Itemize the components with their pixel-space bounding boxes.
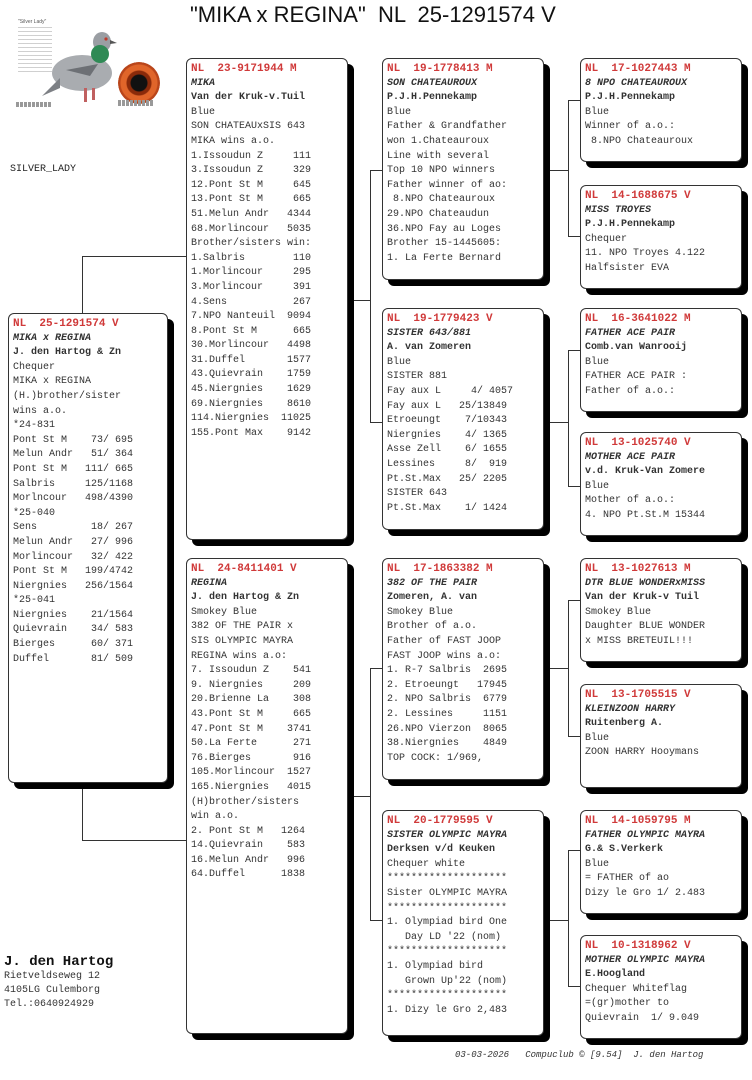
bird-info-line: Mother of a.o.: [585,495,676,507]
bird-info-line: won 1.Chateauroux [387,135,490,147]
bird-info-line: ******************** [387,873,508,885]
bird-name: FATHER ACE PAIR [585,327,676,339]
bird-info-line: 1. Olympiad bird [387,960,484,972]
bird-owner: Van der Kruk-v.Tuil [191,92,306,104]
breeder-name: J. den Hartog [4,954,114,970]
bird-card-father[interactable] [186,58,348,540]
bird-info-line: 2. Pont St M 1264 [191,825,306,837]
bird-info-line: 68.Morlincour 5035 [191,223,312,235]
bird-info-line: Salbris 125/1168 [13,478,134,490]
bird-info-line: Morlncour 498/4390 [13,493,134,505]
bird-info-line: Pt.St.Max 25/ 2205 [387,473,508,485]
connector-line [82,256,83,316]
bird-name: MIKA [191,77,216,89]
bird-card-fmf[interactable] [580,308,742,412]
photo-logo-text [118,100,154,106]
bird-info-line: Quievrain 1/ 9.049 [585,1012,700,1024]
bird-info-line: ******************** [387,990,508,1002]
bird-info-line: Lessines 8/ 919 [387,458,508,470]
bird-info-line: Fay aux L 25/13849 [387,400,508,412]
bird-info-line: Daughter BLUE WONDER [585,621,706,633]
connector-line [568,850,569,987]
bird-info-line: Bierges 60/ 371 [13,639,134,651]
bird-card-mfm[interactable] [580,684,742,788]
bird-info-line: 1. Dizy le Gro 2,483 [387,1004,508,1016]
bird-info-line: Chequer [13,361,56,373]
bird-info-line: Quievrain 34/ 583 [13,624,134,636]
bird-info-line: Blue [585,356,610,368]
bird-info-line: ******************** [387,902,508,914]
ring-number: NL 25-1291574 V [13,318,119,330]
bird-info-line: 76.Bierges 916 [191,752,312,764]
bird-info-line: 1. R-7 Salbris 2695 [387,665,508,677]
bird-info-line: Niergnies 4/ 1365 [387,429,508,441]
bird-info-line: 31.Duffel 1577 [191,354,312,366]
bird-info-line: Asse Zell 6/ 1655 [387,444,508,456]
bird-name: 8 NPO CHATEAUROUX [585,77,688,89]
bird-info-line: (H.)brother/sister [13,390,122,402]
bird-info-line: Pont St M 199/4742 [13,566,134,578]
bird-info-line: 155.Pont Max 9142 [191,427,312,439]
bird-owner: P.J.H.Pennekamp [387,92,478,104]
bird-info-line: 13.Pont St M 665 [191,194,312,206]
bird-info-line: 382 OF THE PAIR x [191,621,294,633]
bird-info-line: SISTER 881 [387,371,448,383]
bird-card-mother-father[interactable] [382,558,544,780]
bird-card-father-father[interactable] [382,58,544,280]
bird-info-line: 36.NPO Fay au Loges [387,223,502,235]
bird-name: SISTER OLYMPIC MAYRA [387,829,508,841]
bird-info-line: 45.Niergnies 1629 [191,384,312,396]
bird-info-line: 1. Olympiad bird One [387,917,508,929]
bird-info-line: Line with several [387,150,490,162]
page-title: "MIKA x REGINA" NL 25-1291574 V [190,2,556,27]
bird-info-line: 1. La Ferte Bernard [387,252,502,264]
bird-info-line: 1.Issoudun Z 111 [191,150,312,162]
bird-owner: P.J.H.Pennekamp [585,219,676,231]
footer-credits: 03-03-2026 Compuclub © [9.54] J. den Hartog [455,1050,704,1060]
connector-line [550,668,568,669]
bird-info-line: FATHER ACE PAIR : [585,371,688,383]
bird-info-line: 69.Niergnies 8610 [191,398,312,410]
bird-info-line: REGINA wins a.o: [191,650,288,662]
bird-info-line: Smokey Blue [191,606,258,618]
bird-info-line: Halfsister EVA [585,262,670,274]
bird-card-ffm[interactable] [580,185,742,289]
bird-info-line: 20.Brienne La 308 [191,694,312,706]
bird-info-line: 165.Niergnies 4015 [191,781,312,793]
bird-info-line: Father of FAST JOOP [387,635,502,647]
bird-info-line: =(gr)mother to [585,998,670,1010]
breeder-city: 4105LG Culemborg [4,985,101,996]
bird-owner: J. den Hartog & Zn [13,347,122,359]
bird-owner: G.& S.Verkerk [585,844,664,856]
bird-info-line: Blue [585,732,610,744]
bird-card-mother[interactable] [186,558,348,1034]
bird-info-line: 47.Pont St M 3741 [191,723,312,735]
ring-number: NL 23-9171944 M [191,63,297,75]
bird-info-line: Blue [387,106,412,118]
bird-owner: P.J.H.Pennekamp [585,92,676,104]
bird-name: FATHER OLYMPIC MAYRA [585,829,706,841]
bird-info-line: 4. NPO Pt.St.M 15344 [585,509,706,521]
connector-line [354,796,370,797]
bird-info-line: 11. NPO Troyes 4.122 [585,248,706,260]
bird-owner: E.Hoogland [585,969,646,981]
eye-photo [118,62,160,104]
bird-info-line: Pont St M 111/ 665 [13,463,134,475]
bird-info-line: 26.NPO Vierzon 8065 [387,723,508,735]
bird-info-line: 8.Pont St M 665 [191,325,312,337]
connector-line [568,600,569,737]
pigeon-icon [40,18,130,108]
bird-info-line: MIKA x REGINA [13,376,92,388]
bird-info-line: Melun Andr 51/ 364 [13,449,134,461]
bird-info-line: wins a.o. [13,405,68,417]
bird-card-mother-mother[interactable] [382,810,544,1036]
pigeon-photo [10,16,160,112]
bird-info-line: Pt.St.Max 1/ 1424 [387,502,508,514]
bird-card-mmm[interactable] [580,935,742,1039]
bird-info-line: Morlincour 32/ 422 [13,551,134,563]
bird-owner: Derksen v/d Keuken [387,844,496,856]
ring-number: NL 14-1059795 M [585,815,691,827]
bird-info-line: 43.Quievrain 1759 [191,369,312,381]
bird-info-line: Brother 15-1445605: [387,238,502,250]
bird-info-line: Chequer [585,233,628,245]
bird-info-line: Day LD '22 (nom) [387,931,502,943]
bird-info-line: Father of a.o.: [585,385,676,397]
ring-number: NL 14-1688675 V [585,190,691,202]
connector-line [354,300,370,301]
bird-info-line: 7. Issoudun Z 541 [191,665,312,677]
bird-name: 382 OF THE PAIR [387,577,478,589]
bird-name: REGINA [191,577,228,589]
bird-info-line: x MISS BRETEUIL!!! [585,635,694,647]
bird-info-line: SISTER 643 [387,488,448,500]
bird-info-line: (H)brother/sisters [191,796,300,808]
bird-info-line: Grown Up'22 (nom) [387,975,508,987]
bird-card-father-mother[interactable] [382,308,544,530]
ring-number: NL 16-3641022 M [585,313,691,325]
bird-info-line: TOP COCK: 1/969, [387,752,484,764]
bird-info-line: Smokey Blue [585,606,652,618]
bird-name: SON CHATEAUROUX [387,77,478,89]
bird-info-line: 29.NPO Chateaudun [387,208,490,220]
bird-info-line: 43.Pont St M 665 [191,708,312,720]
bird-info-line: ZOON HARRY Hooymans [585,747,700,759]
bird-name: KLEINZOON HARRY [585,703,676,715]
connector-line [82,256,186,257]
bird-card-subject[interactable] [8,313,168,783]
bird-info-line: 2. NPO Salbris 6779 [387,694,508,706]
bird-card-mmf[interactable] [580,810,742,914]
bird-info-line: Blue [387,356,412,368]
bird-info-line: 4.Sens 267 [191,296,312,308]
bird-info-line: 16.Melun Andr 996 [191,854,306,866]
photo-footnote [16,102,52,107]
bird-info-line: Smokey Blue [387,606,454,618]
bird-info-line: 7.NPO Nanteuil 9094 [191,311,312,323]
ring-number: NL 17-1027443 M [585,63,691,75]
bird-info-line: 1.Morlincour 295 [191,267,312,279]
bird-info-line: SON CHATEAUxSIS 643 [191,121,306,133]
ring-number: NL 13-1027613 M [585,563,691,575]
bird-info-line: Blue [585,480,610,492]
bird-info-line: 64.Duffel 1838 [191,869,306,881]
bird-info-line: Niergnies 256/1564 [13,580,134,592]
photo-caption: "Silver Lady" [18,19,47,25]
ring-number: NL 20-1779595 V [387,815,493,827]
bird-info-line: Brother/sisters win: [191,238,312,250]
bird-info-line: Etroeungt 7/10343 [387,415,508,427]
bird-info-line: 1.Salbris 110 [191,252,312,264]
connector-line [370,668,371,921]
bird-info-line: 9. Niergnies 209 [191,679,312,691]
ring-number: NL 19-1778413 M [387,63,493,75]
bird-info-line: Pont St M 73/ 695 [13,434,134,446]
bird-card-fmm[interactable] [580,432,742,536]
bird-info-line: *25-040 [13,507,56,519]
connector-line [82,785,83,841]
bird-info-line: *24-831 [13,420,56,432]
ring-number: NL 19-1779423 V [387,313,493,325]
bird-name: MISS TROYES [585,204,652,216]
bird-name: MIKA x REGINA [13,332,92,344]
bird-info-line: MIKA wins a.o. [191,135,276,147]
bird-info-line: 38.Niergnies 4849 [387,738,508,750]
bird-info-line: win a.o. [191,811,240,823]
bird-card-mff[interactable] [580,558,742,662]
bird-info-line: *25-041 [13,595,56,607]
connector-line [550,920,568,921]
bird-info-line: Chequer white [387,858,466,870]
connector-line [550,170,568,171]
bird-info-line: Melun Andr 27/ 996 [13,536,134,548]
bird-info-line: 8.NPO Chateauroux [387,194,496,206]
bird-owner: Comb.van Wanrooij [585,342,688,354]
bird-info-line: Blue [191,106,216,118]
bird-info-line: Winner of a.o.: [585,121,676,133]
bird-info-line: 8.NPO Chateauroux [585,135,694,147]
bird-info-line: 105.Morlincour 1527 [191,767,312,779]
bird-info-line: SIS OLYMPIC MAYRA [191,635,294,647]
bird-info-line: ******************** [387,946,508,958]
bird-info-line: Blue [585,858,610,870]
bird-info-line: 2. Lessines 1151 [387,708,508,720]
bird-info-line: 2. Etroeungt 17945 [387,679,508,691]
bird-info-line: Brother of a.o. [387,621,478,633]
bird-info-line: 3.Morlincour 391 [191,281,312,293]
bird-info-line: = FATHER of ao [585,873,670,885]
bird-info-line: 51.Melun Andr 4344 [191,208,312,220]
bird-info-line: Sister OLYMPIC MAYRA [387,887,508,899]
bird-owner: J. den Hartog & Zn [191,592,300,604]
bird-info-line: Sens 18/ 267 [13,522,134,534]
connector-line [568,350,569,487]
bird-info-line: Duffel 81/ 509 [13,653,134,665]
bird-name: DTR BLUE WONDERxMISS [585,577,706,589]
bird-card-fff[interactable] [580,58,742,162]
ring-number: NL 13-1705515 V [585,689,691,701]
ring-number: NL 10-1318962 V [585,940,691,952]
bird-owner: Zomeren, A. van [387,592,478,604]
ring-number: NL 17-1863382 M [387,563,493,575]
bird-info-line: 114.Niergnies 11025 [191,413,312,425]
bird-info-line: 3.Issoudun Z 329 [191,165,312,177]
breeder-phone: Tel.:0640924929 [4,999,95,1010]
bird-info-line: 14.Quievrain 583 [191,840,306,852]
bird-info-line: Chequer Whiteflag [585,983,688,995]
bird-info-line: Niergnies 21/1564 [13,609,134,621]
bird-name: SISTER 643/881 [387,327,472,339]
ring-number: NL 13-1025740 V [585,437,691,449]
bird-name: MOTHER ACE PAIR [585,451,676,463]
bird-info-line: Dizy le Gro 1/ 2.483 [585,887,706,899]
connector-line [550,422,568,423]
bird-info-line: Fay aux L 4/ 4057 [387,385,514,397]
bird-info-line: 30.Morlincour 4498 [191,340,312,352]
connector-line [370,170,371,423]
ring-number: NL 24-8411401 V [191,563,297,575]
bird-owner: Van der Kruk-v Tuil [585,592,700,604]
bird-info-line: Father & Grandfather [387,121,508,133]
connector-line [82,840,186,841]
breeder-address: Rietveldseweg 12 [4,971,101,982]
bird-info-line: Blue [585,106,610,118]
bird-info-line: 50.La Ferte 271 [191,738,312,750]
connector-line [568,100,569,237]
bird-info-line: FAST JOOP wins a.o: [387,650,502,662]
bird-owner: Ruitenberg A. [585,718,664,730]
bird-info-line: Father winner of ao: [387,179,508,191]
bird-info-line: Top 10 NPO winners [387,165,496,177]
bird-owner: A. van Zomeren [387,342,472,354]
bird-info-line: 12.Pont St M 645 [191,179,312,191]
pedigree-name: SILVER_LADY [10,164,77,175]
bird-name: MOTHER OLYMPIC MAYRA [585,954,706,966]
bird-owner: v.d. Kruk-Van Zomere [585,466,706,478]
breeder-info [4,954,113,1012]
